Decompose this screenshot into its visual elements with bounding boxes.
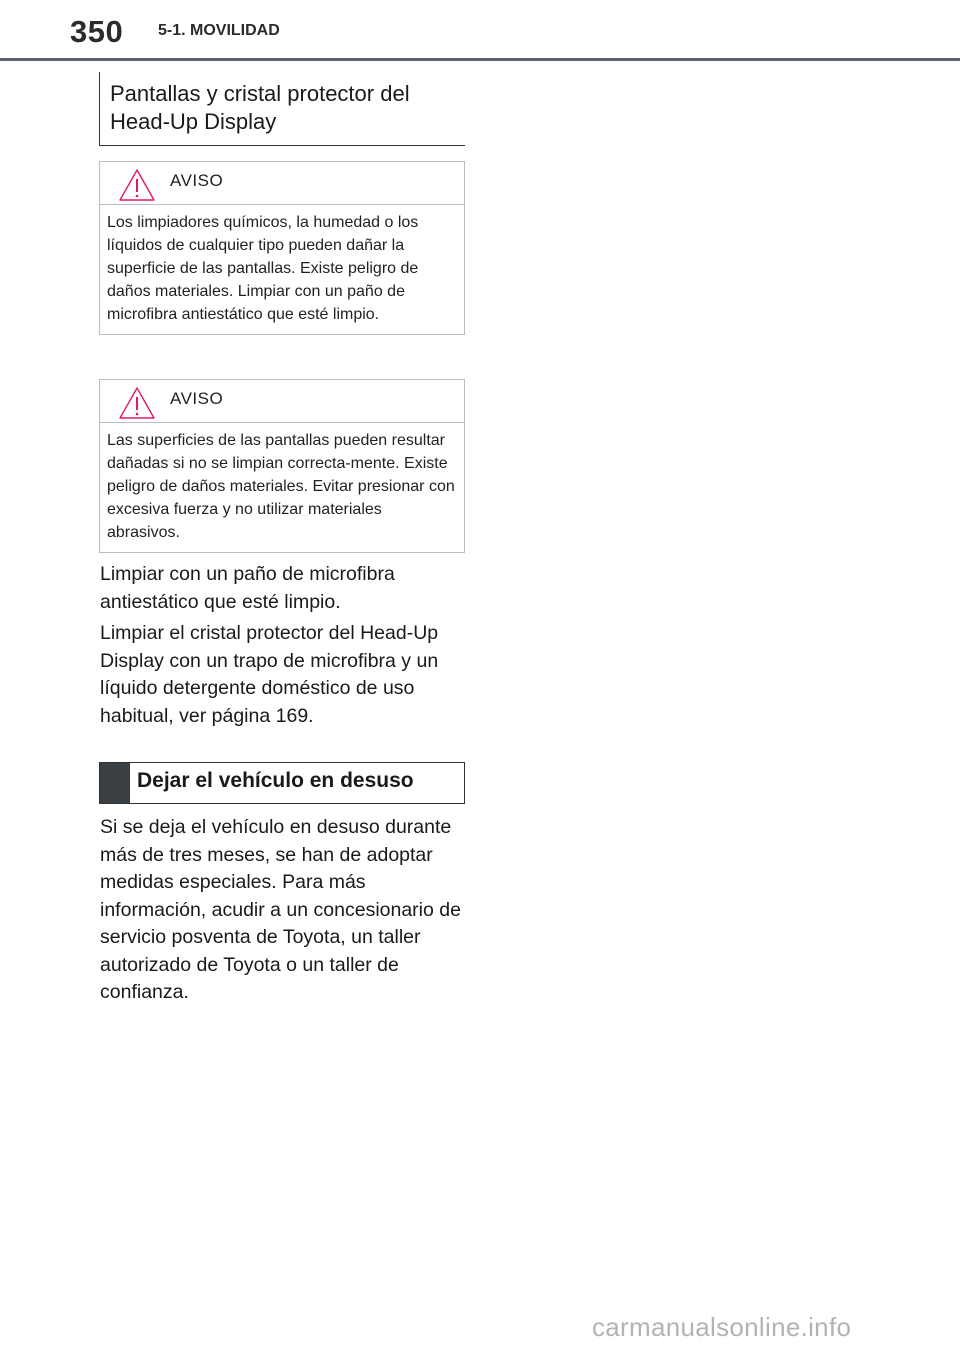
header-rule: [0, 58, 960, 61]
subheading-title: Pantallas y cristal protector del Head-Up Display: [110, 81, 410, 134]
warning-text: Los limpiadores químicos, la humedad o los líquidos de cualquier tipo pueden dañar la superficie de las pantallas. Existe peligro de daños materiales. Limpiar con un paño de microfibra antiestático que esté limpio.: [107, 214, 419, 323]
warning-title: AVISO: [170, 171, 224, 190]
watermark-logo: carmanualsonline.info: [592, 1312, 852, 1342]
warning-box-2: [99, 379, 465, 553]
section-heading: [99, 762, 465, 804]
warning-triangle-icon: [118, 168, 156, 202]
section-paragraph: Si se deja el vehículo en desuso durante más de tres meses, se han de adoptar medidas especiales. Para más información, acudir a un concesionario de servicio posventa de Toyota, un taller autorizado de Toyota o un taller de confianza.: [100, 816, 461, 1003]
warning-header: [100, 162, 464, 205]
warning-text: Las superficies de las pantallas pueden resultar dañadas si no se limpian correcta-mente. Existe peligro de daños materiales. Evitar presionar con excesiva fuerza y no utilizar materiales abrasivos.: [107, 432, 455, 541]
body-paragraph-2: Limpiar el cristal protector del Head-Up Display con un trapo de microfibra y un líquido detergente doméstico de uso habitual, ver página 169.: [100, 622, 439, 727]
warning-title: AVISO: [170, 389, 224, 408]
section-heading-bar: [100, 763, 130, 803]
body-paragraph-1: Limpiar con un paño de microfibra antiestático que esté limpio.: [100, 563, 395, 613]
page-number: 350: [70, 14, 124, 49]
page-header: [0, 0, 960, 62]
warning-box-1: [99, 161, 465, 335]
warning-header: [100, 380, 464, 423]
section-label: 5-1. MOVILIDAD: [158, 22, 280, 39]
subheading-box: [99, 72, 465, 146]
warning-triangle-icon: [118, 386, 156, 420]
section-heading-title: Dejar el vehículo en desuso: [137, 769, 414, 792]
